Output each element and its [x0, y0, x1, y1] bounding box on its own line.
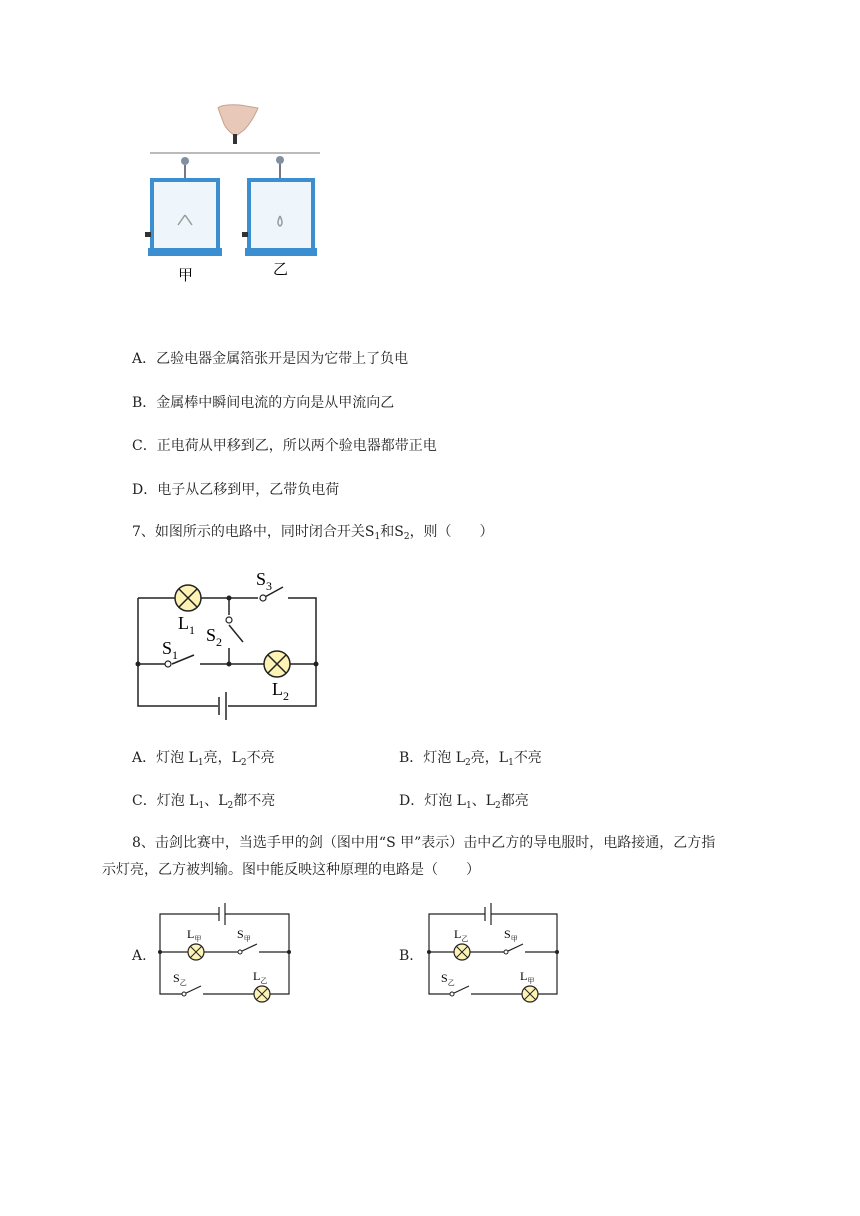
q6-option-d[interactable]: D．电子从乙移到甲，乙带负电荷	[132, 482, 340, 498]
q8-stem-line1: 8、击剑比赛中，当选手甲的剑（图中用“S 甲”表示）击中乙方的导电服时，电路接通，乙方指	[132, 835, 716, 851]
q8-circuit-b[interactable]	[424, 902, 564, 1004]
svg-text:S甲: $S_甲$	[237, 927, 251, 943]
q7-option-c[interactable]: C．灯泡 $L_1$、$L_2$都不亮	[132, 793, 276, 811]
label-yi: 乙	[273, 262, 289, 278]
q8-stem-line2: 示灯亮，乙方被判输。图中能反映这种原理的电路是（ ）	[102, 862, 480, 878]
electroscope-figure	[140, 100, 330, 290]
electroscope-jia	[145, 157, 222, 256]
q7-s2-sub: 2	[403, 532, 410, 542]
q7-stem-end: ，则（ ）	[409, 524, 494, 540]
q6-option-a[interactable]: A．乙验电器金属箔张开是因为它带上了负电	[132, 351, 409, 367]
label-l2: $L_2$	[272, 679, 289, 703]
q7-stem	[132, 522, 494, 547]
label-l1: $L_1$	[178, 613, 195, 637]
q7-s2: S	[394, 524, 404, 540]
label-s2: $S_2$	[206, 625, 223, 649]
svg-text:S乙: $S_乙$	[441, 971, 455, 987]
label-s1: $S_1$	[162, 638, 179, 662]
q6-option-b[interactable]: B．金属棒中瞬间电流的方向是从甲流向乙	[132, 395, 395, 411]
q7-s1: S	[364, 524, 375, 540]
q7-option-d[interactable]: D．灯泡 $L_1$、$L_2$都亮	[399, 793, 529, 811]
svg-text:S乙: $S_乙$	[173, 971, 187, 987]
electroscope-illustration	[140, 100, 330, 290]
label-s3: $S_3$	[256, 569, 273, 593]
lamp-l-jia-icon	[188, 944, 204, 960]
lamp-l-yi-icon	[254, 986, 270, 1002]
q7-option-b[interactable]: B．灯泡 $L_2$亮，$L_1$不亮	[399, 750, 542, 768]
svg-text:L甲: $L_甲$	[520, 969, 535, 985]
lamp-l1	[175, 585, 201, 611]
svg-text:L甲: $L_甲$	[187, 927, 202, 943]
lamp-l-yi-icon	[454, 944, 470, 960]
q7-option-a[interactable]: A．灯泡 $L_1$亮，$L_2$不亮	[132, 750, 275, 768]
lamp-l-jia-icon	[522, 986, 538, 1002]
q8-option-a-label[interactable]: A.	[132, 948, 147, 964]
lamp-l2	[264, 651, 290, 677]
q7-circuit-diagram	[130, 565, 330, 725]
q8-option-b-label[interactable]: B.	[399, 948, 414, 964]
label-jia: 甲	[178, 268, 194, 284]
svg-text:L乙: $L_乙$	[253, 969, 268, 985]
q8-circuit-a[interactable]	[155, 902, 295, 1004]
q7-s1-sub: 1	[374, 532, 381, 542]
q7-and: 和	[380, 524, 395, 540]
q7-stem-text: 7、如图所示的电路中，同时闭合开关	[132, 524, 365, 540]
svg-text:L乙: $L_乙$	[454, 927, 469, 943]
svg-text:S甲: $S_甲$	[504, 927, 518, 943]
q6-option-c[interactable]: C．正电荷从甲移到乙，所以两个验电器都带正电	[132, 438, 437, 454]
electroscope-yi	[242, 156, 317, 256]
